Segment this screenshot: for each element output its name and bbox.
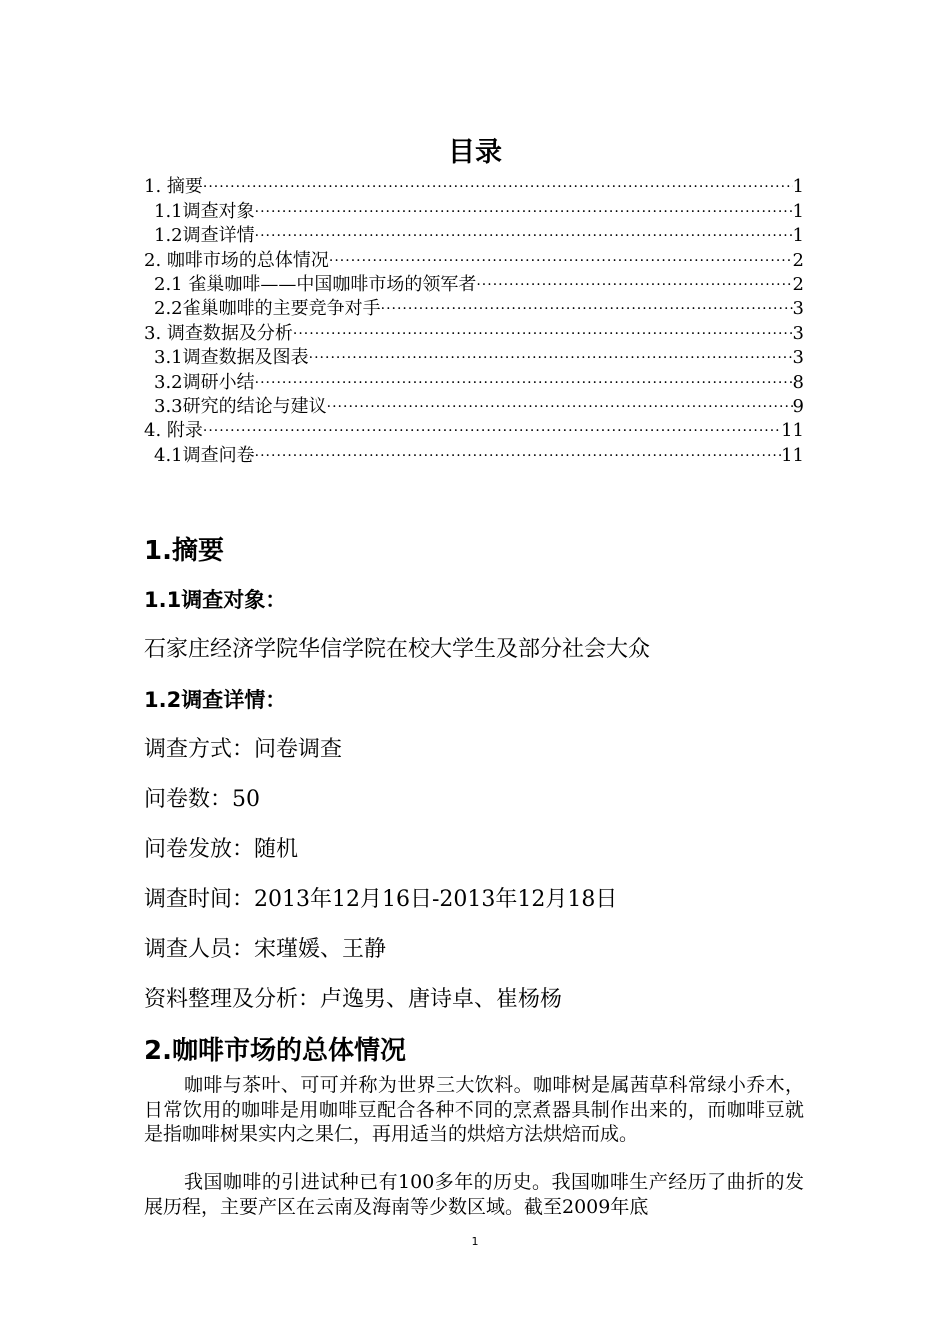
- toc-entry-page: 11: [781, 420, 804, 442]
- table-of-contents: [144, 175, 804, 468]
- toc-entry-label: 1.1调查对象: [154, 200, 255, 222]
- detail-line: 资料整理及分析：卢逸男、唐诗卓、崔杨杨: [144, 987, 563, 1012]
- toc-entry[interactable]: [144, 370, 804, 394]
- paragraph: 咖啡与茶叶、可可并称为世界三大饮料。咖啡树是属茜草科常绿小乔木，日常饮用的咖啡是用咖啡豆配合各种不同的烹煮器具制作出来的，而咖啡豆就是指咖啡树果实内之果仁，再用适当的烘焙方法烘焙而成。: [144, 1074, 804, 1145]
- toc-entry[interactable]: [144, 199, 804, 223]
- toc-entry-label: 4.1调查问卷: [154, 444, 255, 466]
- toc-entry[interactable]: [144, 297, 804, 321]
- page-number: 1: [471, 1235, 479, 1248]
- toc-entry-label: 3.1调查数据及图表: [154, 347, 309, 369]
- toc-leader-dots: [203, 421, 781, 443]
- toc-entry-page: 9: [792, 395, 804, 417]
- paragraph: 我国咖啡的引进试种已有100多年的历史。我国咖啡生产经历了曲折的发展历程，主要产区在云南及海南等少数区域。截至2009年底: [144, 1171, 804, 1218]
- toc-entry-page: 3: [792, 347, 804, 369]
- toc-entry[interactable]: [144, 395, 804, 419]
- toc-entry-label: 2.1 雀巢咖啡——中国咖啡市场的领军者: [154, 273, 477, 295]
- toc-entry-page: 1: [792, 200, 804, 222]
- detail-line: 问卷发放：随机: [144, 837, 299, 862]
- toc-entry[interactable]: [144, 443, 804, 467]
- toc-entry[interactable]: [144, 175, 804, 199]
- toc-leader-dots: [327, 397, 793, 419]
- toc-entry-page: 8: [792, 371, 804, 393]
- survey-target-text: 石家庄经济学院华信学院在校大学生及部分社会大众: [144, 637, 651, 662]
- toc-entry[interactable]: [144, 346, 804, 370]
- toc-leader-dots: [381, 299, 793, 321]
- toc-leader-dots: [476, 275, 792, 297]
- toc-entry-label: 2. 咖啡市场的总体情况: [144, 249, 329, 271]
- toc-entry-page: 3: [792, 322, 804, 344]
- toc-leader-dots: [293, 324, 793, 346]
- toc-leader-dots: [203, 177, 793, 199]
- detail-line: 调查时间：2013年12月16日-2013年12月18日: [144, 887, 618, 912]
- section-2-heading: 2.咖啡市场的总体情况: [144, 1036, 406, 1066]
- detail-line: 调查方式：问卷调查: [144, 737, 343, 762]
- toc-entry-label: 3. 调查数据及分析: [144, 322, 293, 344]
- toc-entry[interactable]: [144, 321, 804, 345]
- toc-leader-dots: [309, 348, 793, 370]
- toc-leader-dots: [255, 202, 793, 224]
- detail-line: 调查人员：宋瑾媛、王静: [144, 937, 387, 962]
- toc-leader-dots: [255, 226, 793, 248]
- toc-entry[interactable]: [144, 419, 804, 443]
- toc-entry[interactable]: [144, 273, 804, 297]
- toc-entry-label: 1.2调查详情: [154, 225, 255, 247]
- toc-leader-dots: [255, 446, 781, 468]
- toc-leader-dots: [255, 373, 793, 395]
- section-1-heading: 1.摘要: [144, 536, 224, 566]
- toc-entry[interactable]: [144, 224, 804, 248]
- toc-entry-page: 2: [792, 249, 804, 271]
- toc-entry-label: 1. 摘要: [144, 176, 203, 198]
- toc-entry-label: 4. 附录: [144, 420, 203, 442]
- toc-entry-label: 2.2雀巢咖啡的主要竞争对手: [154, 298, 381, 320]
- toc-entry-page: 2: [792, 273, 804, 295]
- toc-entry[interactable]: [144, 248, 804, 272]
- toc-entry-label: 3.2调研小结: [154, 371, 255, 393]
- detail-line: 问卷数：50: [144, 787, 260, 812]
- section-1-1-heading: 1.1调查对象：: [144, 588, 287, 612]
- toc-leader-dots: [329, 251, 793, 273]
- toc-entry-label: 3.3研究的结论与建议: [154, 395, 327, 417]
- toc-title: 目录: [448, 137, 502, 168]
- toc-entry-page: 1: [792, 176, 804, 198]
- toc-entry-page: 11: [781, 444, 804, 466]
- section-1-2-heading: 1.2调查详情：: [144, 688, 287, 712]
- toc-entry-page: 3: [792, 298, 804, 320]
- toc-entry-page: 1: [792, 225, 804, 247]
